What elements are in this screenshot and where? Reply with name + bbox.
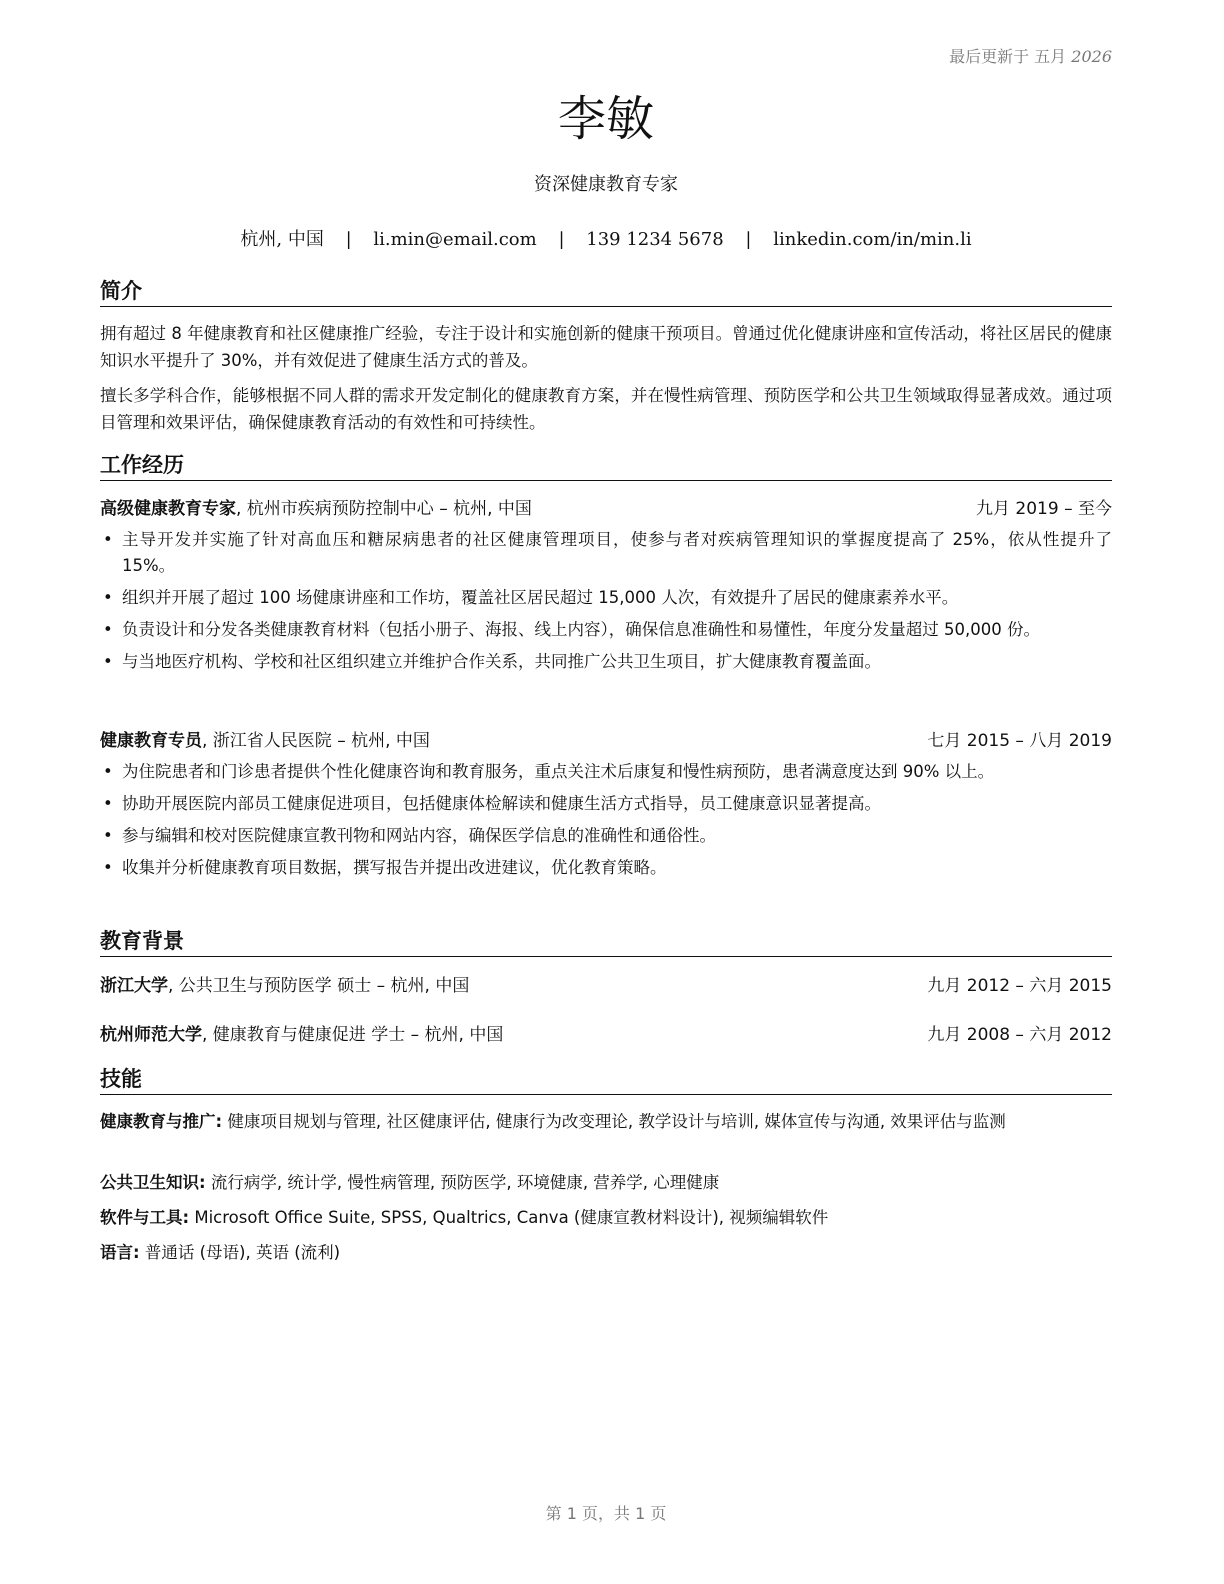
bullet-icon: •: [103, 620, 113, 639]
page-number: 第 1 页，共 1 页: [545, 1504, 667, 1523]
contact-separator: |: [745, 229, 752, 250]
job-title-line: [100, 728, 430, 754]
person-name: 李敏: [557, 91, 654, 147]
contact-email[interactable]: li.min@email.com: [373, 229, 537, 250]
bullet-icon: •: [103, 858, 113, 877]
headline: 资深健康教育专家: [534, 174, 678, 195]
section-title-summary: 简介: [100, 278, 1112, 307]
contact-phone: 139 1234 5678: [586, 229, 724, 250]
job-role: 高级健康教育专家: [100, 499, 236, 519]
last-updated-year: 2026: [1071, 47, 1112, 66]
education-line: [100, 1022, 503, 1048]
skill-value: 普通话 (母语), 英语 (流利): [139, 1243, 341, 1262]
skill-row: [100, 1205, 1112, 1231]
school-name: 浙江大学: [100, 976, 168, 996]
skill-value: 流行病学, 统计学, 慢性病管理, 预防医学, 环境健康, 营养学, 心理健康: [205, 1173, 720, 1192]
education-detail: , 健康教育与健康促进 学士 – 杭州, 中国: [202, 1025, 504, 1045]
skill-label: 公共卫生知识:: [100, 1173, 206, 1192]
skill-row: [100, 1109, 1112, 1135]
education-detail: , 公共卫生与预防医学 硕士 – 杭州, 中国: [168, 976, 470, 996]
list-item: • 协助开展医院内部员工健康促进项目，包括健康体检解读和健康生活方式指导，员工健康意识显著提高。: [100, 791, 1112, 817]
bullet-icon: •: [103, 530, 113, 549]
education-dates: 九月 2008 – 六月 2012: [927, 1025, 1112, 1045]
contact-line: [100, 225, 1112, 251]
last-updated: [949, 44, 1112, 67]
summary-paragraph: 拥有超过 8 年健康教育和社区健康推广经验，专注于设计和实施创新的健康干预项目。曾通过优化健康讲座和宣传活动，将社区居民的健康知识水平提升了 30%，并有效促进了健康生活方式的普及。: [100, 324, 1112, 370]
section-title-experience: 工作经历: [100, 452, 1112, 481]
skill-value: Microsoft Office Suite, SPSS, Qualtrics, Canva (健康宣教材料设计), 视频编辑软件: [189, 1208, 829, 1227]
resume-page: [100, 0, 1112, 1584]
job-bullets: [100, 759, 1112, 887]
skill-row: [100, 1170, 1112, 1196]
job-header: [100, 728, 1112, 754]
list-item: • 与当地医疗机构、学校和社区组织建立并维护合作关系，共同推广公共卫生项目，扩大健康教育覆盖面。: [100, 649, 1112, 675]
skill-label: 软件与工具:: [100, 1208, 190, 1227]
list-item: • 参与编辑和校对医院健康宣教刊物和网站内容，确保医学信息的准确性和通俗性。: [100, 823, 1112, 849]
school-name: 杭州师范大学: [100, 1025, 202, 1045]
bullet-icon: •: [103, 652, 113, 671]
summary-paragraph: 擅长多学科合作，能够根据不同人群的需求开发定制化的健康教育方案，并在慢性病管理、预防医学和公共卫生领域取得显著成效。通过项目管理和效果评估，确保健康教育活动的有效性和可持续性。: [100, 386, 1112, 432]
education-line: [100, 973, 469, 999]
bullet-icon: •: [103, 762, 113, 781]
skill-label: 健康教育与推广:: [100, 1112, 223, 1131]
last-updated-label: 最后更新于 五月: [949, 47, 1067, 66]
skill-value: 健康项目规划与管理, 社区健康评估, 健康行为改变理论, 教学设计与培训, 媒体宣传与沟通, 效果评估与监测: [222, 1112, 1006, 1131]
list-item: • 组织并开展了超过 100 场健康讲座和工作坊，覆盖社区居民超过 15,000 人次，有效提升了居民的健康素养水平。: [100, 585, 1112, 611]
list-item: • 主导开发并实施了针对高血压和糖尿病患者的社区健康管理项目，使参与者对疾病管理知识的掌握度提高了 25%，依从性提升了 15%。: [100, 527, 1112, 579]
list-item: • 为住院患者和门诊患者提供个性化健康咨询和教育服务，重点关注术后康复和慢性病预防，患者满意度达到 90% 以上。: [100, 759, 1112, 785]
contact-separator: |: [558, 229, 565, 250]
education-item: [100, 973, 1112, 999]
bullet-icon: •: [103, 826, 113, 845]
skill-label: 语言:: [100, 1243, 140, 1262]
job-header: [100, 496, 1112, 522]
contact-location: 杭州, 中国: [240, 229, 324, 250]
list-item: • 收集并分析健康教育项目数据，撰写报告并提出改进建议，优化教育策略。: [100, 855, 1112, 881]
education-dates: 九月 2012 – 六月 2015: [927, 976, 1112, 996]
job-dates: 七月 2015 – 八月 2019: [927, 731, 1112, 751]
job-org: , 杭州市疾病预防控制中心 – 杭州, 中国: [236, 499, 532, 519]
skill-row: [100, 1240, 1112, 1266]
contact-linkedin[interactable]: linkedin.com/in/min.li: [773, 229, 972, 250]
bullet-icon: •: [103, 794, 113, 813]
section-title-education: 教育背景: [100, 928, 1112, 957]
section-title-skills: 技能: [100, 1066, 1112, 1095]
job-title-line: [100, 496, 532, 522]
bullet-icon: •: [103, 588, 113, 607]
job-role: 健康教育专员: [100, 731, 202, 751]
job-bullets: [100, 527, 1112, 681]
contact-separator: |: [345, 229, 352, 250]
education-item: [100, 1022, 1112, 1048]
job-org: , 浙江省人民医院 – 杭州, 中国: [202, 731, 430, 751]
job-dates: 九月 2019 – 至今: [976, 499, 1112, 519]
list-item: • 负责设计和分发各类健康教育材料（包括小册子、海报、线上内容），确保信息准确性和易懂性，年度分发量超过 50,000 份。: [100, 617, 1112, 643]
